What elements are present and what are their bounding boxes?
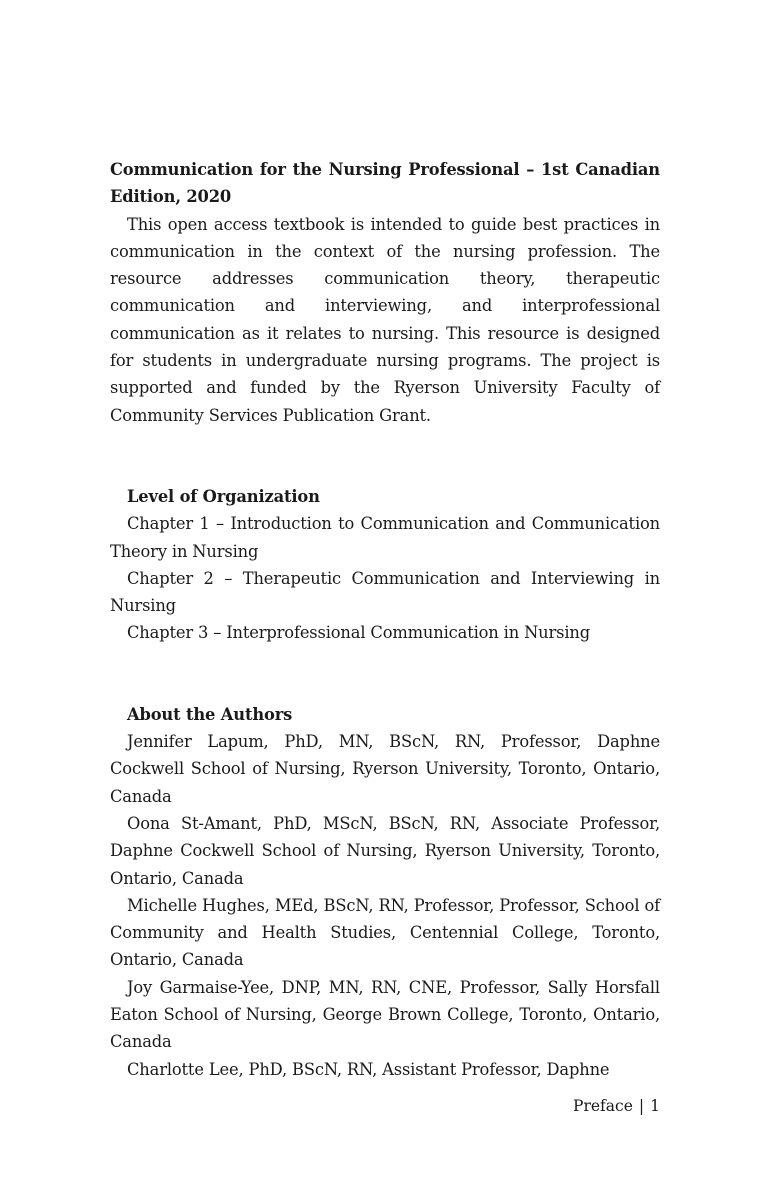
author-item: Michelle Hughes, MEd, BScN, RN, Professor, Professor, School of Community and Health Studies, Centennial College, Toronto, Ontario, Canada <box>110 895 660 970</box>
chapter-item: Chapter 1 – Introduction to Communication and Communication Theory in Nursing <box>110 514 660 561</box>
intro-paragraph: This open access textbook is intended to guide best practices in communication in the context of the nursing profession. The resource addresses communication theory, therapeutic communication and interviewing, and interprofessional communication as it relates to nursing. This resource is designed for students in undergraduate nursing programs. The project is supported and funded by the Ryerson University Faculty of Community Services Publication Grant. <box>110 214 660 425</box>
author-item: Joy Garmaise-Yee, DNP, MN, RN, CNE, Professor, Sally Horsfall Eaton School of Nursing, George Brown College, Toronto, Ontario, Canada <box>110 977 660 1052</box>
page-content <box>110 156 660 1083</box>
authors-heading: About the Authors <box>127 704 293 724</box>
chapter-item: Chapter 2 – Therapeutic Communication and Interviewing in Nursing <box>110 568 660 616</box>
footer-separator: | <box>638 1097 645 1115</box>
page-number: 1 <box>650 1097 660 1115</box>
author-item: Oona St-Amant, PhD, MScN, BScN, RN, Associate Professor, Daphne Cockwell School of Nursing, Ryerson University, Toronto, Ontario, Canada <box>110 813 660 888</box>
author-item: Charlotte Lee, PhD, BScN, RN, Assistant Professor, Daphne <box>127 1059 610 1079</box>
footer-section-label: Preface <box>573 1097 633 1115</box>
chapter-item: Chapter 3 – Interprofessional Communication in Nursing <box>127 623 591 643</box>
page-footer <box>573 1094 660 1118</box>
book-title: Communication for the Nursing Professional – 1st Canadian Edition, 2020 <box>110 160 660 207</box>
author-item: Jennifer Lapum, PhD, MN, BScN, RN, Professor, Daphne Cockwell School of Nursing, Ryerson University, Toronto, Ontario, Canada <box>110 732 660 806</box>
authors-section <box>110 701 660 1083</box>
organization-section <box>110 483 660 647</box>
organization-heading: Level of Organization <box>127 486 320 506</box>
